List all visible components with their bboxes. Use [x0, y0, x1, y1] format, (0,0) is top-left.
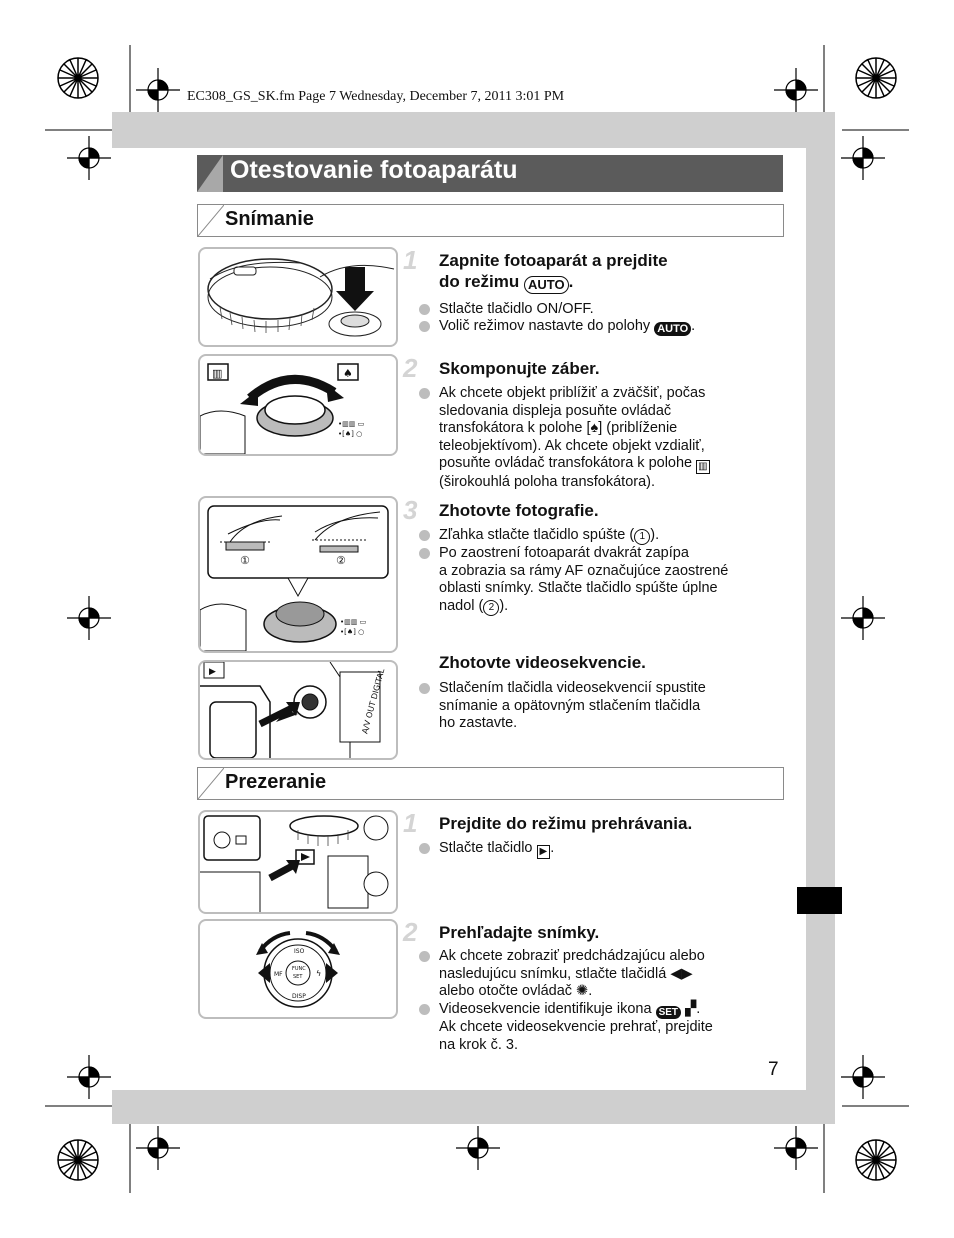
- bullet-dot: [419, 388, 430, 399]
- bullet-movie: [419, 680, 769, 734]
- circled-2-icon: 2: [483, 600, 499, 616]
- marker-2: ②: [336, 554, 346, 567]
- bullet-dot: [419, 321, 430, 332]
- file-header-line: EC308_GS_SK.fm Page 7 Wednesday, December 7, 2011 3:01 PM: [187, 89, 565, 104]
- bullet-line: Ak chcete zobraziť predchádzajúcu alebo: [439, 948, 705, 964]
- bullet-browse: Ak chcete zobraziť predchádzajúcu alebo nasledujúcu snímku, stlačte tlačidlá ◀▶ alebo otočte ovládač ✺.: [419, 948, 769, 1002]
- bullet-dot: [419, 1004, 430, 1015]
- step-title-take-movies: Zhotovte videosekvencie.: [439, 653, 646, 672]
- auto-mode-icon: AUTO: [524, 276, 569, 294]
- bullet-line: nasledujúcu snímku, stlačte tlačidlá: [439, 965, 667, 982]
- svg-text:♠: ♠: [343, 367, 353, 380]
- bullet-text: Volič režimov nastavte do polohy: [439, 318, 651, 334]
- disp-label: DISP: [292, 993, 306, 1000]
- svg-text:•[♠] ○: •[♠] ○: [340, 628, 365, 636]
- page-number: 7: [768, 1059, 779, 1080]
- step-title-take-photos: Zhotovte fotografie.: [439, 501, 599, 520]
- section-heading-shooting: [197, 204, 784, 237]
- bullet-mode-dial: Volič režimov nastavte do polohy AUTO .: [419, 318, 769, 336]
- bullet-line: Stlačením tlačidla videosekvencií spustite: [439, 680, 706, 696]
- bullet-full-press: [419, 545, 769, 617]
- bullet-half-press: [419, 527, 769, 545]
- bullet-line: snímanie a opätovným stlačením tlačidla: [439, 697, 701, 714]
- illustration-mode-dial: [198, 247, 398, 347]
- movie-icon: ▞: [685, 1001, 697, 1017]
- section-slant-icon: [198, 205, 224, 236]
- bullet-line: Videosekvencie identifikuje ikona: [439, 1001, 652, 1017]
- bullet-line: Stlačte tlačidlo: [439, 840, 533, 856]
- bullet-line: transfokátora k polohe [: [439, 420, 591, 436]
- illustration-zoom-lever: [198, 354, 398, 456]
- step-number-1: 1: [403, 245, 418, 275]
- step-number-3: 3: [403, 495, 418, 525]
- iso-label: ISO: [294, 948, 305, 955]
- step-number-p1: 1: [403, 808, 418, 838]
- bullet-dot: [419, 530, 430, 541]
- page-title: Otestovanie fotoaparátu: [230, 156, 518, 184]
- bullet-dot: [419, 683, 430, 694]
- svg-text:SET: SET: [293, 974, 303, 980]
- step-number-2: 2: [403, 353, 418, 383]
- bullet-line: Po zaostrení fotoaparát dvakrát zapípa: [439, 545, 689, 561]
- bullet-line: a zobrazia sa rámy AF označujúce zaostrené: [439, 562, 729, 579]
- section-title: Snímanie: [225, 208, 314, 230]
- bullet-line: posuňte ovládač transfokátora k polohe: [439, 455, 693, 471]
- bullet-line: Ak chcete videosekvencie prehrať, prejdite: [439, 1019, 713, 1035]
- bullet-line: ).: [499, 597, 509, 614]
- step-number-p2: 2: [403, 917, 418, 947]
- bullet-dot: [419, 548, 430, 559]
- marker-1: ①: [240, 554, 250, 567]
- bullet-line: na krok č. 3.: [439, 1036, 518, 1053]
- step-title-power-on: Zapnite fotoaparát a prejdite do režimu AUTO .: [439, 251, 668, 292]
- bullet-power-button: [419, 301, 769, 319]
- step-title-line1: Zapnite fotoaparát a prejdite: [439, 251, 668, 270]
- bullet-line: nadol (: [439, 597, 484, 614]
- illustration-movie-button: [198, 660, 398, 760]
- bullet-line: Ak chcete objekt priblížiť a zväčšiť, počas: [439, 385, 706, 401]
- bullet-text: Stlačte tlačidlo ON/OFF.: [439, 301, 594, 317]
- section-slant-icon: [198, 768, 224, 799]
- bullet-dot: [419, 951, 430, 962]
- step-title-browse-images: Prehľadajte snímky.: [439, 923, 600, 942]
- title-accent-triangle: [197, 155, 223, 192]
- bullet-dot: [419, 843, 430, 854]
- bullet-line: ).: [650, 527, 660, 543]
- bullet-line: ho zastavte.: [439, 715, 518, 731]
- bullet-zoom: [419, 385, 769, 491]
- step-title-line2: do režimu: [439, 272, 525, 291]
- bullet-dot: [419, 304, 430, 315]
- illustration-shutter-button: [198, 496, 398, 653]
- step-title-playback-mode: Prejdite do režimu prehrávania.: [439, 814, 693, 833]
- svg-text:ϟ: ϟ: [316, 969, 322, 978]
- svg-text:•▥▥ ▭: •▥▥ ▭: [340, 618, 367, 626]
- bullet-playback-button: Stlačte tlačidlo ▶ .: [419, 840, 769, 858]
- bullet-line: (širokouhlá poloha transfokátora).: [439, 474, 656, 490]
- bullet-line: alebo otočte ovládač: [439, 983, 573, 999]
- bullet-line: oblasti snímky. Stlačte tlačidlo spúšte úplne: [439, 580, 718, 596]
- svg-text:▶: ▶: [209, 667, 216, 677]
- bullet-line: teleobjektívom). Ak chcete objekt vzdialiť,: [439, 437, 705, 454]
- section-heading-playback: [197, 767, 784, 800]
- step-title-compose: Skomponujte záber.: [439, 359, 600, 378]
- circled-1-icon: 1: [634, 529, 650, 545]
- bullet-line: sledovania displeja posuňte ovládač: [439, 402, 672, 419]
- playback-icon: ▶: [537, 845, 551, 859]
- mf-label: MF: [274, 971, 283, 978]
- wide-angle-icon: ▥: [698, 461, 708, 472]
- svg-text:•▥▥ ▭: •▥▥ ▭: [338, 420, 365, 428]
- telephoto-icon: ♠: [590, 420, 599, 436]
- section-title: Prezeranie: [225, 771, 327, 793]
- svg-text:▥: ▥: [212, 367, 223, 380]
- bullet-line: Zľahka stlačte tlačidlo spúšte (: [439, 527, 635, 543]
- bullet-movie-icon: Videosekvencie identifikuje ikona SET ▞. Ak chcete videosekvencie prehrať, prejdite na krok č. 3.: [419, 1001, 769, 1055]
- svg-text:•[♠] ○: •[♠] ○: [338, 430, 363, 438]
- illustration-playback-button: [198, 810, 398, 914]
- chapter-tab: [797, 887, 842, 914]
- set-icon: SET: [656, 1006, 681, 1019]
- illustration-control-dial: [198, 919, 398, 1019]
- auto-mode-icon: AUTO: [654, 322, 691, 336]
- left-right-arrows-icon: ◀▶: [670, 965, 693, 982]
- svg-text:FUNC: FUNC: [292, 966, 306, 972]
- control-dial-icon: ✺: [576, 983, 589, 999]
- bullet-line: ] (priblíženie: [598, 420, 678, 436]
- av-out-label: A/V OUT DIGITAL: [360, 667, 387, 735]
